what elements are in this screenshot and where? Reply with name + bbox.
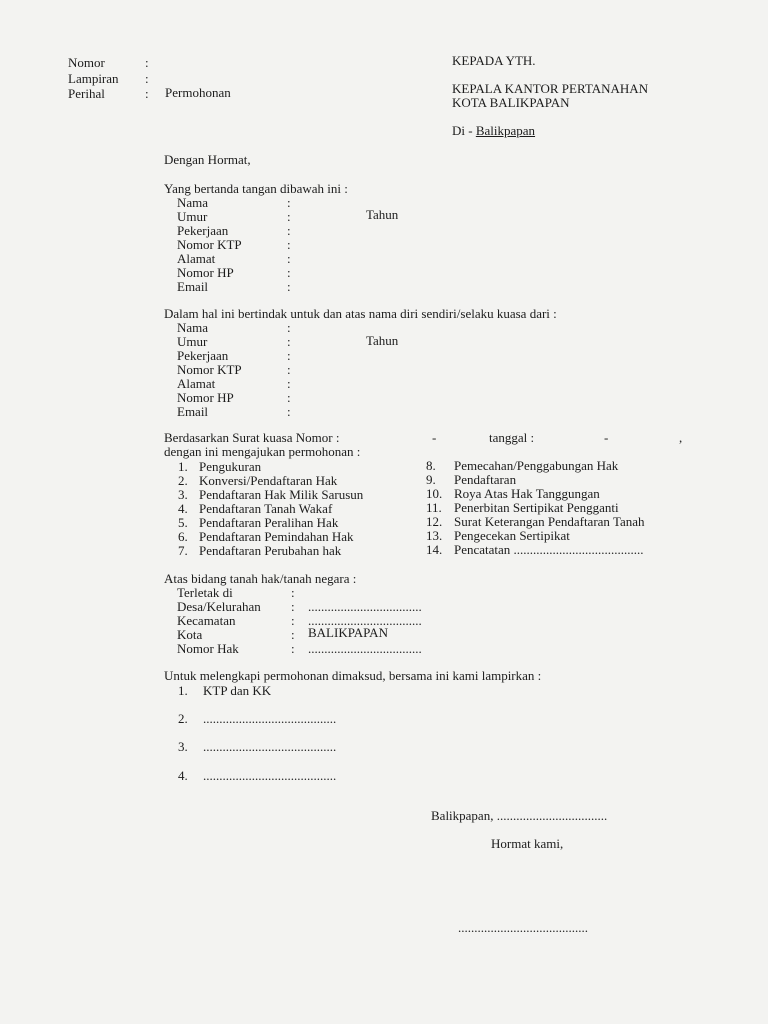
s2-colon: : [287,362,291,377]
s4-colon: : [291,585,295,600]
perihal-colon: : [145,86,149,101]
tanggal-dash: - [604,430,609,445]
s2-field-umur: Umur [177,334,208,349]
s1-field-nama: Nama [177,195,209,210]
s2-field-nama: Nama [177,320,209,335]
list-item-num: 13. [426,528,443,543]
perihal-value: Permohonan [165,85,231,100]
s2-colon: : [287,376,291,391]
s4-colon: : [291,627,295,642]
tanggal-comma: , [679,430,683,445]
s1-colon: : [287,265,291,280]
list-item-text: Pemecahan/Penggabungan Hak [454,458,619,473]
section5-intro: Untuk melengkapi permohonan dimaksud, bersama ini kami lampirkan : [164,668,542,683]
s4-label: Kota [177,627,203,642]
recipient-line1: KEPALA KANTOR PERTANAHAN [452,81,649,96]
s2-field-alamat: Alamat [177,376,216,391]
nomor-label: Nomor [68,55,105,70]
list-item-text: Pendaftaran Pemindahan Hak [199,529,354,544]
s2-field-email: Email [177,404,209,419]
list-item-num: 10. [426,486,443,501]
attachment-text: ......................................... [203,768,337,783]
s1-field-umur: Umur [177,209,208,224]
list-item-text: Pendaftaran Peralihan Hak [199,515,339,530]
surat-kuasa-label: Berdasarkan Surat kuasa Nomor : [164,430,340,445]
recipient-di-city: Balikpapan [475,123,536,138]
tanggal-label: tanggal : [489,430,535,445]
s4-value: ................................... [308,613,422,628]
recipient-di [452,124,535,138]
greeting: Dengan Hormat, [164,152,251,167]
s1-field-alamat: Alamat [177,251,216,266]
nomor-colon: : [145,55,149,70]
s1-field-email: Email [177,279,209,294]
section1-intro: Yang bertanda tangan dibawah ini : [164,181,348,196]
list-item-num: 8. [426,458,436,473]
s4-colon: : [291,613,295,628]
signature-line: ........................................ [458,920,588,935]
attachment-text: ......................................... [203,711,337,726]
perihal-label: Perihal [68,86,105,101]
s1-field-ktp: Nomor KTP [177,237,242,252]
s4-value: ................................... [308,641,422,656]
list-item-num: 1. [178,459,188,474]
attachment-num: 3. [178,739,188,754]
attachment-num: 2. [178,711,188,726]
s2-colon: : [287,404,291,419]
list-item-num: 4. [178,501,188,516]
attachment-text: ......................................... [203,739,337,754]
list-item-text: Pengukuran [199,459,262,474]
s2-field-pekerjaan: Pekerjaan [177,348,229,363]
s1-field-pekerjaan: Pekerjaan [177,223,229,238]
place-date: Balikpapan, .................................. [431,808,608,823]
list-item-num: 9. [426,472,436,487]
s2-umur-unit: Tahun [366,333,399,348]
hormat-kami: Hormat kami, [491,836,564,851]
s2-field-ktp: Nomor KTP [177,362,242,377]
s1-colon: : [287,237,291,252]
s4-value: ................................... [308,599,422,614]
list-item-text: Pendaftaran [454,472,517,487]
s4-colon: : [291,641,295,656]
s1-colon: : [287,223,291,238]
list-item-num: 2. [178,473,188,488]
list-item-num: 14. [426,542,443,557]
list-item-text: Surat Keterangan Pendaftaran Tanah [454,514,645,529]
section2-intro: Dalam hal ini bertindak untuk dan atas nama diri sendiri/selaku kuasa dari : [164,306,557,321]
attachment-num: 1. [178,683,188,698]
recipient-kepada: KEPADA YTH. [452,53,536,68]
list-item-text: Penerbitan Sertipikat Pengganti [454,500,619,515]
section4-intro: Atas bidang tanah hak/tanah negara : [164,571,357,586]
list-item-num: 12. [426,514,443,529]
recipient-di-prefix: Di - [452,123,476,138]
list-item-num: 6. [178,529,188,544]
s2-colon: : [287,334,291,349]
recipient-line2: KOTA BALIKPAPAN [452,95,570,110]
s4-value-kota: BALIKPAPAN [308,625,388,640]
s1-field-hp: Nomor HP [177,265,234,280]
s2-field-hp: Nomor HP [177,390,234,405]
s1-colon: : [287,209,291,224]
s4-label: Nomor Hak [177,641,239,656]
s1-umur-unit: Tahun [366,207,399,222]
list-item-text: Pencatatan ........................................ [454,542,644,557]
list-item-text: Pendaftaran Perubahan hak [199,543,342,558]
attachment-num: 4. [178,768,188,783]
list-item-text: Pendaftaran Hak Milik Sarusun [199,487,364,502]
list-item-text: Roya Atas Hak Tanggungan [454,486,600,501]
list-item-num: 3. [178,487,188,502]
s1-colon: : [287,195,291,210]
lampiran-colon: : [145,71,149,86]
s1-colon: : [287,279,291,294]
attachment-text: KTP dan KK [203,683,272,698]
s2-colon: : [287,348,291,363]
list-item-text: Pengecekan Sertipikat [454,528,570,543]
s4-colon: : [291,599,295,614]
surat-kuasa-dash: - [432,430,437,445]
list-item-text: Konversi/Pendaftaran Hak [199,473,338,488]
s2-colon: : [287,320,291,335]
list-item-num: 7. [178,543,188,558]
s4-label: Desa/Kelurahan [177,599,261,614]
s2-colon: : [287,390,291,405]
s4-label: Terletak di [177,585,233,600]
list-item-num: 11. [426,500,442,515]
list-item-num: 5. [178,515,188,530]
mengajukan-label: dengan ini mengajukan permohonan : [164,444,361,459]
s1-colon: : [287,251,291,266]
s4-label: Kecamatan [177,613,236,628]
lampiran-label: Lampiran [68,71,119,86]
list-item-text: Pendaftaran Tanah Wakaf [199,501,333,516]
